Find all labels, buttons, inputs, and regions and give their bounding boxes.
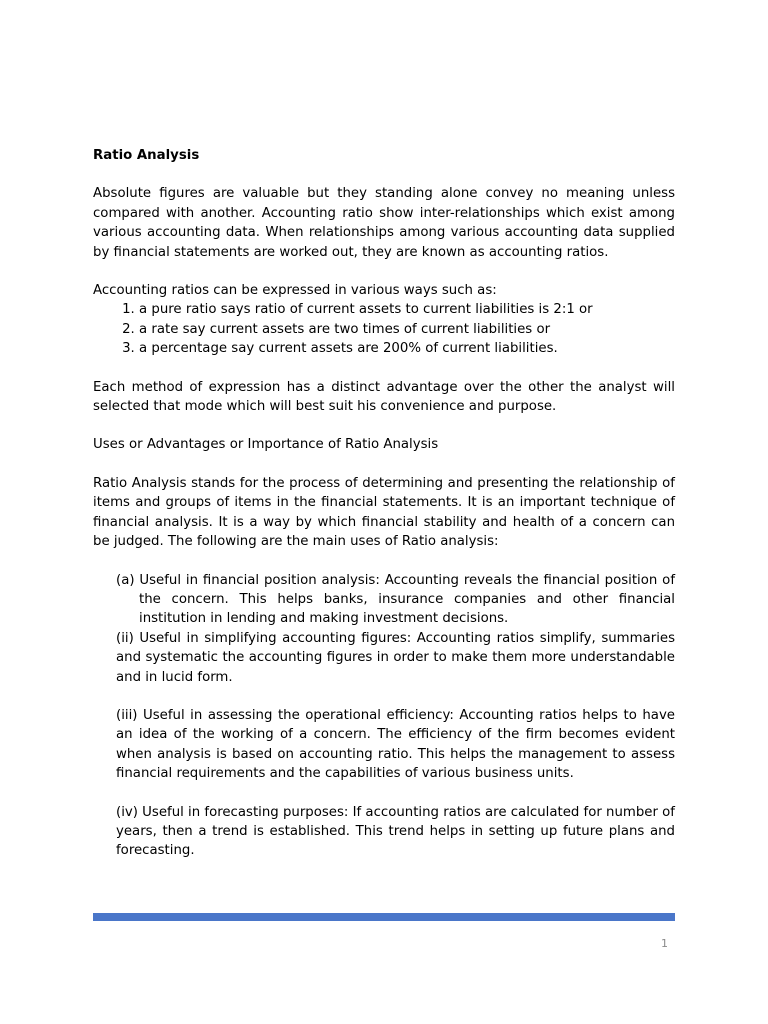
expression-intro: Accounting ratios can be expressed in various ways such as: xyxy=(93,283,497,299)
expression-list xyxy=(93,300,675,358)
uses-heading: Uses or Advantages or Importance of Ratio Analysis xyxy=(93,437,439,453)
list-item: 1. a pure ratio says ratio of current assets to current liabilities is 2:1 or xyxy=(139,300,675,319)
page-number: 1 xyxy=(661,937,668,950)
uses-intro-paragraph: Ratio Analysis stands for the process of determining and presenting the relationship of items and groups of items in the financial statements. It is an important technique of financial analysis. It is a way by which financial stability and health of a concern can be judged. The following are the main uses of Ratio analysis: xyxy=(93,475,675,550)
method-paragraph: Each method of expression has a distinct advantage over the other the analyst will selected that mode which will best suit his convenience and purpose. xyxy=(93,379,675,415)
document-body xyxy=(93,146,675,880)
list-item: 3. a percentage say current assets are 200% of current liabilities. xyxy=(139,339,675,358)
use-item-operational-efficiency: (iii) Useful in assessing the operational efficiency: Accounting ratios helps to have an idea of the working of a concern. The efficiency of the firm becomes evident when analysis is based on accounting ratio. This helps the management to assess financial requirements and the capabilities of various business units. xyxy=(116,707,675,782)
use-item-forecasting: (iv) Useful in forecasting purposes: If accounting ratios are calculated for number of years, then a trend is established. This trend helps in setting up future plans and forecasting. xyxy=(116,804,675,859)
document-title: Ratio Analysis xyxy=(93,148,200,163)
list-item: 2. a rate say current assets are two times of current liabilities or xyxy=(139,320,675,339)
uses-list xyxy=(93,571,675,861)
intro-paragraph: Absolute figures are valuable but they standing alone convey no meaning unless compared with another. Accounting ratio show inter-relationships which exist among various accounting data. When relationships among various accounting data supplied by financial statements are worked out, they are known as accounting ratios. xyxy=(93,186,675,260)
use-item-simplifying: (ii) Useful in simplifying accounting figures: Accounting ratios simplify, summaries and systematic the accounting figures in order to make them more understandable and in lucid form. xyxy=(116,630,675,685)
use-item-financial-position: (a) Useful in financial position analysis: Accounting reveals the financial position of the concern. This helps banks, insurance companies and other financial institution in lending and making investment decisions. xyxy=(116,572,675,627)
footer-divider-bar xyxy=(93,913,675,921)
